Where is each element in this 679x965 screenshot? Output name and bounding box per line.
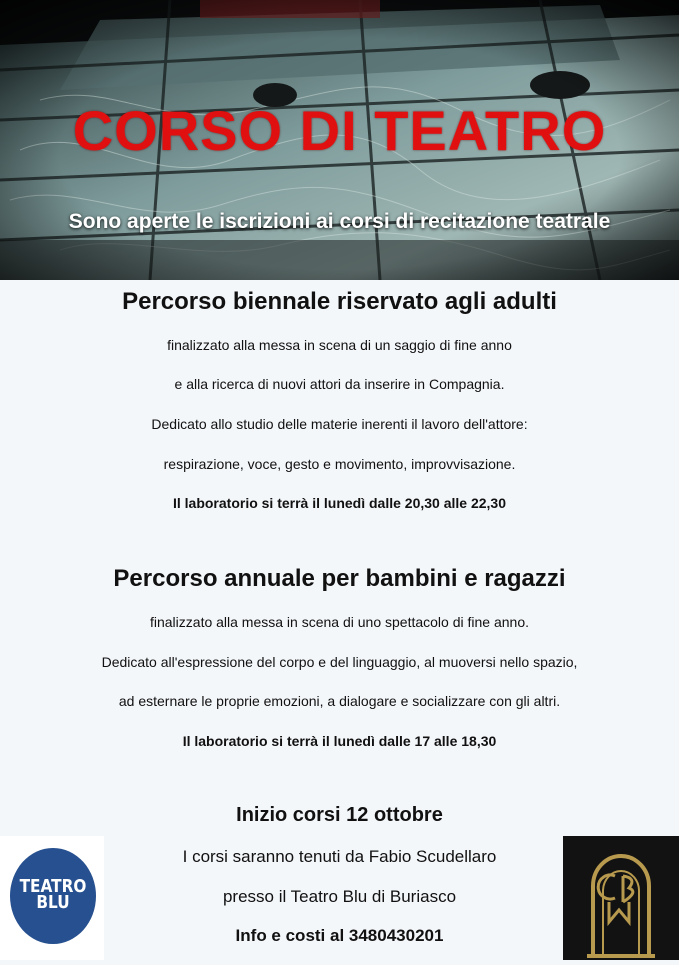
kids-schedule: Il laboratorio si terrà il lunedì dalle 17 alle 18,30 <box>182 733 497 749</box>
adults-line-2: e alla ricerca di nuovi attori da inserire in Compagnia. <box>174 376 505 392</box>
adults-schedule: Il laboratorio si terrà il lunedì dalle 20,30 alle 22,30 <box>172 495 507 511</box>
kids-heading: Percorso annuale per bambini e ragazzi <box>113 565 566 592</box>
adults-line-4: respirazione, voce, gesto e movimento, improvvisazione. <box>163 456 516 472</box>
emblem-icon <box>563 836 679 960</box>
adults-line-3: Dedicato allo studio delle materie inerenti il lavoro dell'attore: <box>151 416 528 432</box>
adults-heading: Percorso biennale riservato agli adulti <box>122 288 557 315</box>
kids-line-3: ad esternare le proprie emozioni, a dialogare e socializzare con gli altri. <box>118 693 561 709</box>
venue-info: presso il Teatro Blu di Buriasco <box>222 887 457 906</box>
logo-text-line2: BLU <box>36 892 70 913</box>
adults-line-1: finalizzato alla messa in scena di un saggio di fine anno <box>167 337 512 353</box>
contact-info: Info e costi al 3480430201 <box>235 926 444 945</box>
company-emblem-logo <box>563 836 679 960</box>
start-date: Inizio corsi 12 ottobre <box>236 804 443 826</box>
logo-text-line1: TEATRO <box>19 876 87 897</box>
adults-section <box>0 288 679 316</box>
page-title: CORSO DI TEATRO <box>72 99 607 162</box>
page-subtitle: Sono aperte le iscrizioni ai corsi di recitazione teatrale <box>68 210 611 233</box>
teacher-info: I corsi saranno tenuti da Fabio Scudellaro <box>182 847 497 866</box>
teatro-blu-logo <box>0 836 104 960</box>
hero-banner <box>0 0 679 280</box>
kids-section <box>0 565 679 593</box>
kids-line-2: Dedicato all'espressione del corpo e del linguaggio, al muoversi nello spazio, <box>101 654 578 670</box>
logo-text <box>16 876 89 913</box>
kids-line-1: finalizzato alla messa in scena di uno spettacolo di fine anno. <box>149 614 529 630</box>
